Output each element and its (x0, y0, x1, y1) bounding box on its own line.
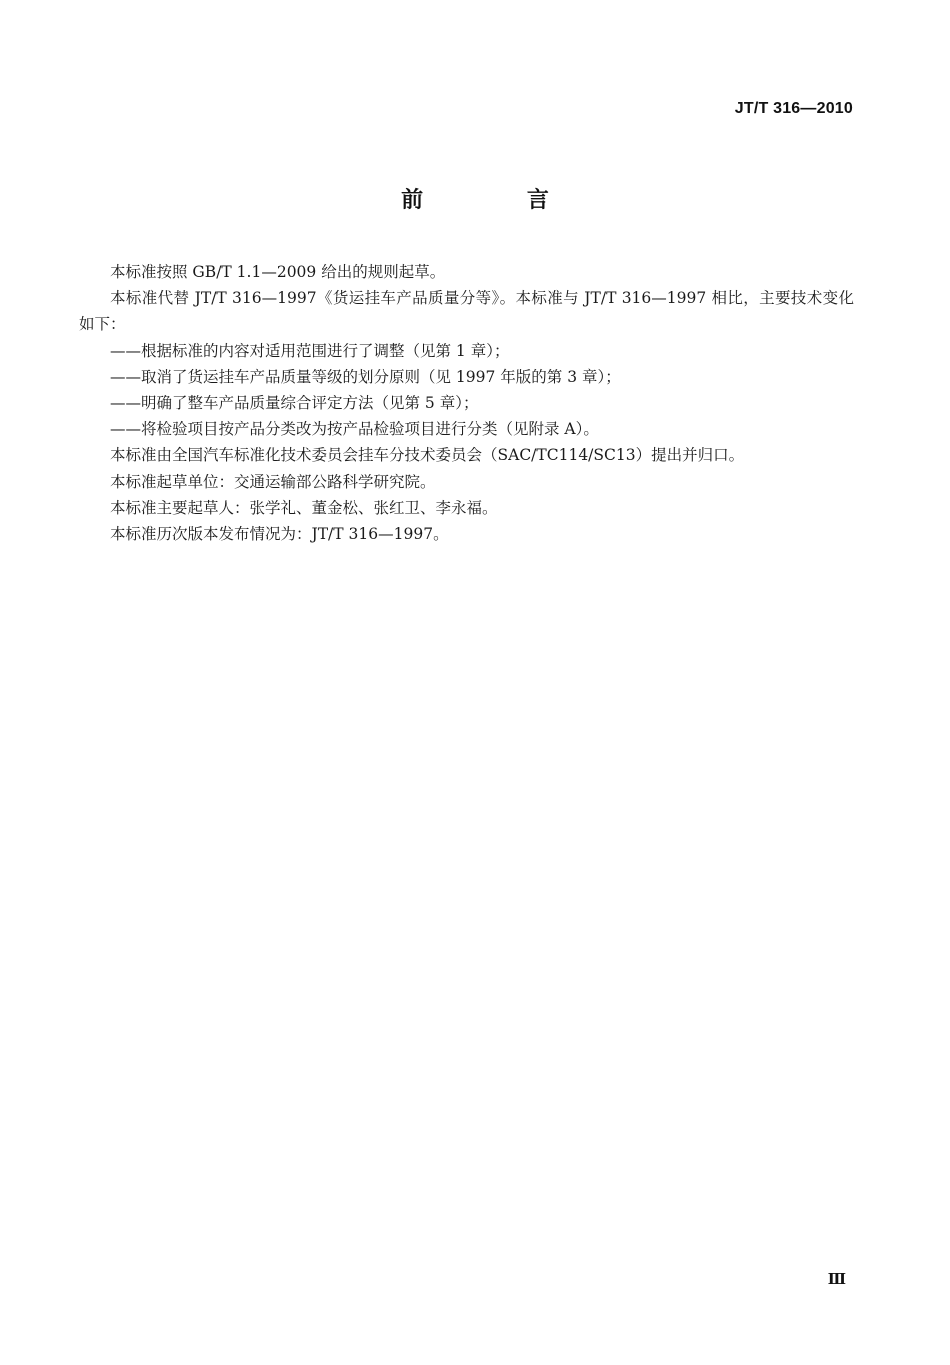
paragraph-drafters: 本标准主要起草人：张学礼、董金松、张红卫、李永福。 (110, 498, 498, 517)
paragraph-history: 本标准历次版本发布情况为：JT/T 316—1997。 (110, 525, 449, 544)
change-item-classification: ——将检验项目按产品分类改为按产品检验项目进行分类（见附录 A）。 (110, 420, 599, 439)
paragraph-drafting-rules: 本标准按照 GB/T 1.1—2009 给出的规则起草。 (110, 263, 446, 281)
paragraph-proposed-by: 本标准由全国汽车标准化技术委员会挂车分技术委员会（SAC/TC114/SC13）提出并归口。 (110, 446, 745, 465)
change-item-evaluation: ——明确了整车产品质量综合评定方法（见第 5 章）； (110, 394, 479, 413)
paragraph-replacement: 本标准代替 JT/T 316—1997《货运挂车产品质量分等》。本标准与 JT/T 316—1997 相比，主要技术变化如下： (79, 289, 854, 334)
page-title: 前 言 (401, 188, 597, 213)
foreword-body (79, 259, 854, 547)
paragraph-drafting-unit: 本标准起草单位：交通运输部公路科学研究院。 (110, 472, 436, 491)
standard-code: JT/T 316—2010 (734, 100, 853, 117)
change-item-grading: ——取消了货运挂车产品质量等级的划分原则（见 1997 年版的第 3 章）； (110, 367, 621, 386)
change-item-scope: ——根据标准的内容对适用范围进行了调整（见第 1 章）； (110, 341, 510, 360)
page-number: Ⅲ (827, 1270, 846, 1288)
